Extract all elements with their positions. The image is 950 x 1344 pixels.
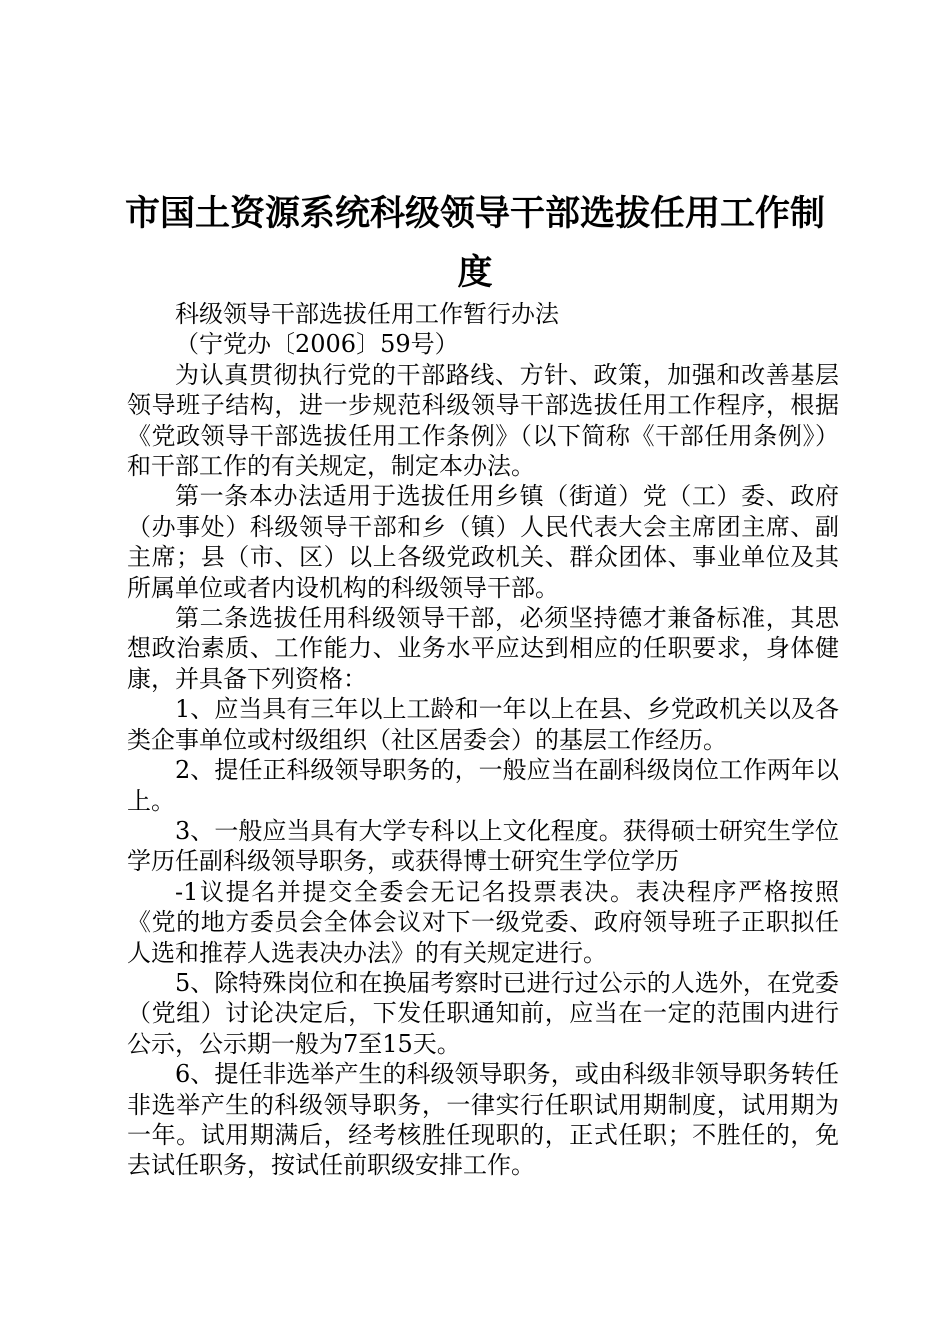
paragraph-item-5: 5、除特殊岗位和在换届考察时已进行过公示的人选外，在党委（党组）讨论决定后，下发任职通知前，应当在一定的范围内进行公示，公示期一般为7至15天。 (127, 968, 839, 1058)
paragraph-article-1: 第一条本办法适用于选拔任用乡镇（街道）党（工）委、政府（办事处）科级领导干部和乡（镇）人民代表大会主席团主席、副主席；县（市、区）以上各级党政机关、群众团体、事业单位及其所属单位或者内设机构的科级领导干部。 (127, 482, 839, 602)
paragraph-item-6: 6、提任非选举产生的科级领导职务，或由科级非领导职务转任非选举产生的科级领导职务，一律实行任职试用期制度，试用期为一年。试用期满后，经考核胜任现职的，正式任职；不胜任的，免去试任职务，按试任前职级安排工作。 (127, 1060, 839, 1180)
paragraph-article-2: 第二条选拔任用科级领导干部，必须坚持德才兼备标准，其思想政治素质、工作能力、业务水平应达到相应的任职要求，身体健康，并具备下列资格： (127, 604, 839, 693)
document-number: （宁党办〔2006〕59号） (175, 330, 459, 359)
paragraph-item-3: 3、一般应当具有大学专科以上文化程度。获得硕士研究生学位学历任副科级领导职务，或获得博士研究生学位学历 (127, 816, 839, 876)
paragraph-item-1: 1、应当具有三年以上工龄和一年以上在县、乡党政机关以及各类企事单位或村级组织（社区居委会）的基层工作经历。 (127, 695, 839, 754)
paragraph-item-2: 2、提任正科级领导职务的，一般应当在副科级岗位工作两年以上。 (127, 756, 839, 815)
document-title-line-2: 度 (457, 252, 493, 293)
paragraph-preamble: 为认真贯彻执行党的干部路线、方针、政策，加强和改善基层领导班子结构，进一步规范科级领导干部选拔任用工作程序，根据《党政领导干部选拔任用工作条例》（以下简称《干部任用条例》）和干部工作的有关规定，制定本办法。 (127, 360, 839, 481)
paragraph-continuation: -1议提名并提交全委会无记名投票表决。表决程序严格按照《党的地方委员会全体会议对下一级党委、政府领导班子正职拟任人选和推荐人选表决办法》的有关规定进行。 (127, 877, 839, 967)
document-title-line-1: 市国土资源系统科级领导干部选拔任用工作制 (124, 193, 825, 234)
document-body (127, 299, 839, 1181)
subtitle: 科级领导干部选拔任用工作暂行办法 (175, 300, 559, 328)
